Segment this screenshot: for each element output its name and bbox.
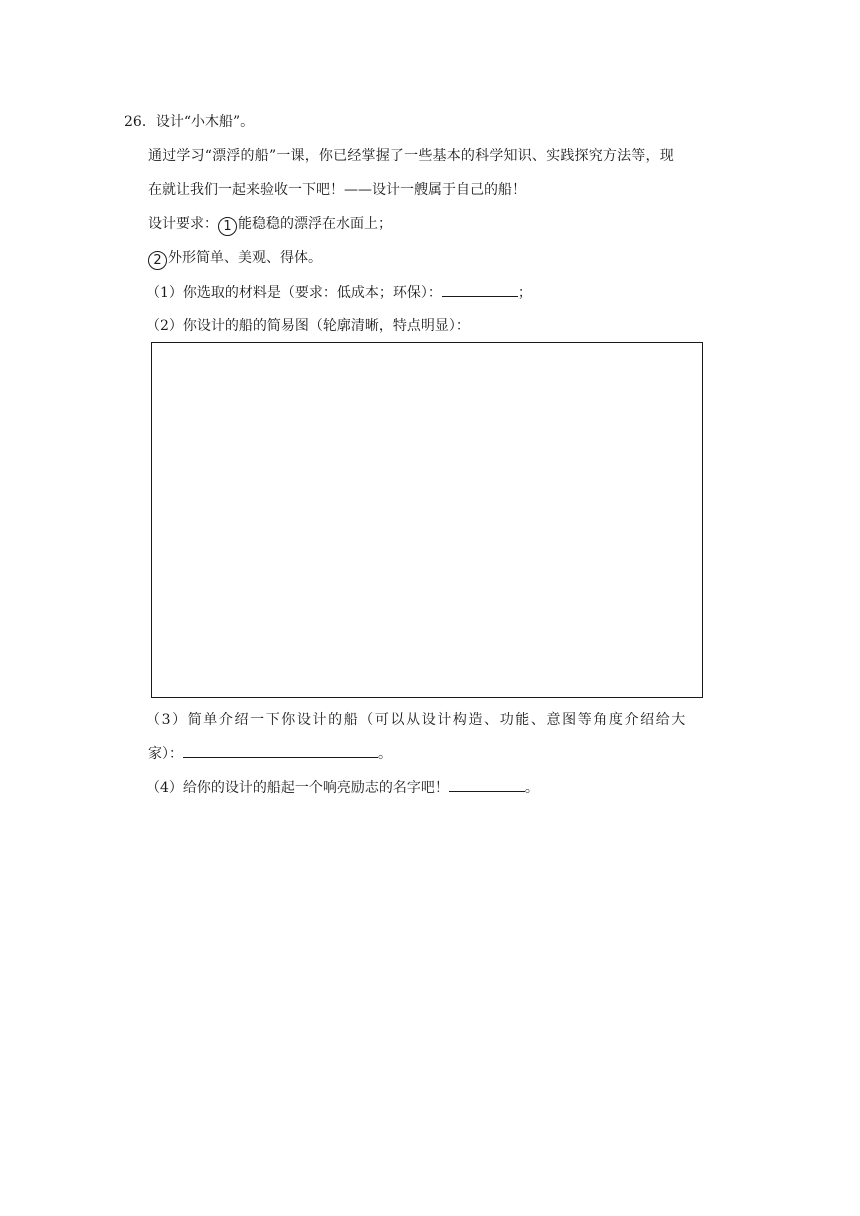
part-3-text: 家）： xyxy=(148,746,183,762)
requirement-2-text: 外形简单、美观、得体。 xyxy=(168,250,322,266)
circled-number-1: 1 xyxy=(218,217,237,236)
part-3-end: 。 xyxy=(378,746,392,762)
requirement-1-text: 能稳稳的漂浮在水面上； xyxy=(238,216,392,232)
answer-blank-name[interactable] xyxy=(449,777,525,792)
part-1-text: （1）你选取的材料是（要求：低成本；环保）： xyxy=(146,285,442,301)
requirement-2 xyxy=(148,248,322,270)
part-3-line-1: （3）简单介绍一下你设计的船（可以从设计构造、功能、意图等角度介绍给大 xyxy=(146,712,687,728)
answer-blank-materials[interactable] xyxy=(442,282,518,297)
intro-line-2: 在就让我们一起来验收一下吧！——设计一艘属于自己的船！ xyxy=(148,182,526,198)
answer-blank-description[interactable] xyxy=(183,743,378,758)
part-3-line-2 xyxy=(148,743,392,764)
part-4 xyxy=(146,777,539,798)
question-title-text: 设计“小木船”。 xyxy=(155,114,255,130)
intro-line-1: 通过学习“漂浮的船”一课，你已经掌握了一些基本的科学知识、实践探究方法等，现 xyxy=(148,148,674,164)
circled-number-2: 2 xyxy=(148,251,167,270)
part-1-end: ； xyxy=(517,285,532,301)
part-4-end: 。 xyxy=(524,780,539,796)
part-1 xyxy=(146,282,532,303)
part-4-text: （4）给你的设计的船起一个响亮励志的名字吧！ xyxy=(146,780,449,796)
part-2: （2）你设计的船的简易图（轮廓清晰，特点明显）： xyxy=(146,318,470,334)
drawing-answer-box[interactable] xyxy=(151,342,703,698)
requirements-label: 设计要求： xyxy=(148,216,218,232)
requirement-1 xyxy=(148,214,392,236)
question-number: 26． xyxy=(124,114,156,130)
question-title xyxy=(124,112,254,132)
